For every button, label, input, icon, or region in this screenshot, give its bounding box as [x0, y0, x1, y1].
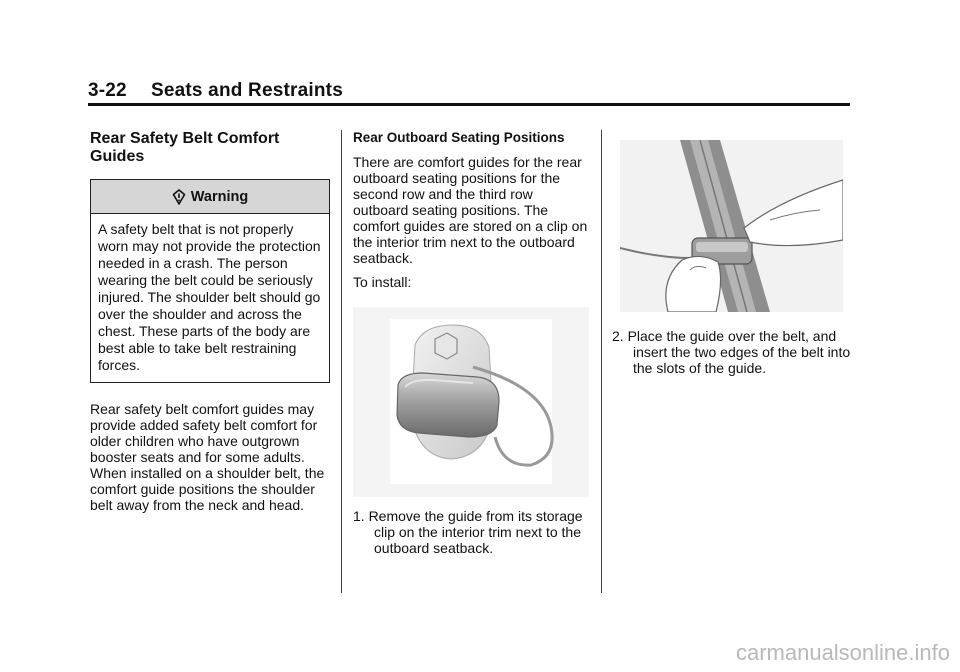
step-1-block: [353, 508, 589, 556]
to-install-label: To install:: [353, 274, 412, 290]
warning-text: A safety belt that is not properly worn may not provide the protection needed in a crash. The person wearing the belt could be seriously injured. The shoulder belt should go over the shoulder and across the chest. These parts of the body are best able to take belt restraining forces.: [98, 221, 321, 373]
watermark: carmanualsonline.info: [735, 640, 950, 665]
warning-box: [90, 179, 330, 383]
install-guide-illustration: [620, 140, 843, 312]
column-2: [353, 130, 589, 290]
step-2-text: 2. Place the guide over the belt, and insert the two edges of the belt into the slots of the guide.: [612, 328, 851, 376]
column-divider-1: [341, 130, 342, 593]
chapter-title: Seats and Restraints: [151, 80, 343, 101]
intro-paragraph: Rear safety belt comfort guides may provide added safety belt comfort for older children who have outgrown booster seats and for some adults. When installed on a shoulder belt, the comfort guide positions the shoulder belt away from the neck and head.: [90, 401, 325, 513]
column-divider-2: [601, 130, 602, 593]
header-rule: [88, 103, 850, 106]
warning-title: Warning: [190, 188, 249, 205]
page-number: 3-22: [88, 80, 127, 101]
rear-outboard-paragraph: There are comfort guides for the rear outboard seating positions for the second row and the third row outboard seating positions. The comfort guides are stored on a clip on the interior trim next to the outboard seatback.: [353, 154, 588, 266]
comfort-guide-illustration: [353, 307, 589, 497]
column-1: [90, 130, 330, 513]
section-title: Rear Safety Belt Comfort Guides: [90, 130, 280, 165]
step-1-text: 1. Remove the guide from its storage clip on the interior trim next to the outboard seatback.: [353, 508, 583, 556]
warning-header: [91, 180, 329, 214]
page-header: [88, 80, 343, 102]
step-2-block: [612, 328, 852, 376]
warning-icon: [172, 189, 186, 205]
subheading-rear-outboard: Rear Outboard Seating Positions: [353, 130, 565, 145]
